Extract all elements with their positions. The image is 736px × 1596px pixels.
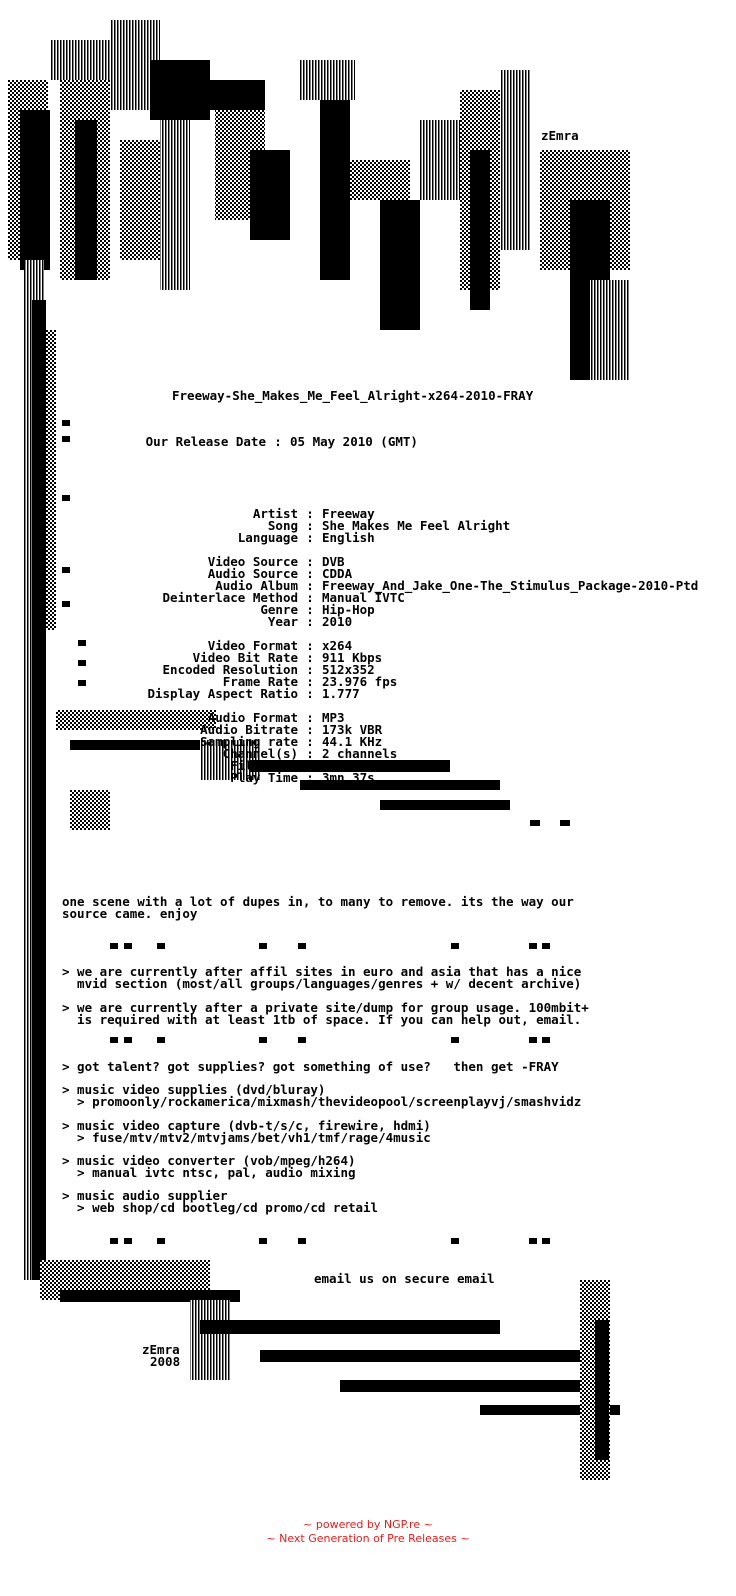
affil-request-2: > we are currently after a private site/dump for group usage. 100mbit+ is required with at least 1tb of space. If you can help out, email. (62, 1000, 589, 1027)
separator: : (274, 434, 282, 449)
separator: : (306, 710, 314, 725)
footer-powered-by: ~ powered by NGP.re ~ (303, 1518, 433, 1531)
footer-tagline: ~ Next Generation of Pre Releases ~ (266, 1532, 470, 1545)
info-label: Deinterlace Method (162, 590, 298, 605)
info-label: Audio Bitrate (200, 722, 298, 737)
info-label: Video Source (207, 554, 298, 569)
info-value: 512x352 (322, 662, 375, 677)
info-row (140, 760, 720, 772)
separator: : (306, 506, 314, 521)
info-value: 173k VBR (322, 722, 383, 737)
info-label: Audio Source (207, 566, 298, 581)
recruit-item-2: > music video capture (dvb-t/s/c, firewire, hdmi) > fuse/mtv/mtv2/mtvjams/bet/vh1/tmf/rage/4music (62, 1118, 431, 1145)
info-label: Encoded Resolution (162, 662, 298, 677)
separator: : (306, 554, 314, 569)
separator: : (306, 734, 314, 749)
signature-bottom-1: zEmra (142, 1342, 180, 1357)
release-date-row (140, 436, 720, 448)
info-value: Hip-Hop (322, 602, 375, 617)
separator: : (306, 590, 314, 605)
info-label: Frame Rate (222, 674, 298, 689)
separator: : (306, 638, 314, 653)
info-value: English (322, 530, 375, 545)
separator: : (306, 686, 314, 701)
info-row (140, 688, 720, 700)
info-label: Channel(s) (222, 746, 298, 761)
signature-bottom-2: 2008 (150, 1354, 181, 1369)
info-row (140, 604, 720, 616)
info-value: 3mn 37s (322, 770, 375, 785)
contact-line: email us on secure email (314, 1271, 495, 1286)
info-label: File Size (230, 758, 298, 773)
bottom-branch-art (40, 1260, 620, 1480)
info-value: Manual IVTC (322, 590, 405, 605)
separator: : (306, 518, 314, 533)
info-label: Audio Format (207, 710, 298, 725)
separator: : (306, 746, 314, 761)
info-value: MP3 (322, 710, 345, 725)
release-notes: one scene with a lot of dupes in, to many to remove. its the way our source came. enjoy (62, 894, 574, 921)
info-label: Song (267, 518, 298, 533)
info-value: 28.21Mb (322, 758, 375, 773)
info-value: DVB (322, 554, 345, 569)
info-label: Audio Album (215, 578, 298, 593)
info-row (140, 520, 720, 532)
info-label: Language (237, 530, 298, 545)
info-label: Artist (252, 506, 298, 521)
separator: : (306, 770, 314, 785)
info-value: 2010 (322, 614, 353, 629)
info-label: Genre (260, 602, 298, 617)
info-value: Freeway_And_Jake_One-The_Stimulus_Package-2010-Ptd (322, 578, 699, 593)
info-row (140, 616, 720, 628)
release-name: Freeway-She_Makes_Me_Feel_Alright-x264-2010-FRAY (172, 388, 534, 403)
separator: : (306, 602, 314, 617)
info-label: Video Format (207, 638, 298, 653)
separator: : (306, 674, 314, 689)
release-info (140, 412, 720, 796)
info-groups (140, 508, 720, 784)
info-value: CDDA (322, 566, 353, 581)
separator: : (306, 758, 314, 773)
separator: : (306, 566, 314, 581)
info-value: She Makes Me Feel Alright (322, 518, 511, 533)
info-value: Freeway (322, 506, 375, 521)
recruit-item-4: > music audio supplier > web shop/cd bootleg/cd promo/cd retail (62, 1188, 379, 1215)
fray-logo-art (8, 20, 630, 380)
info-row (140, 748, 720, 760)
recruit-headline: > got talent? got supplies? got something of use? then get -FRAY (62, 1059, 559, 1074)
info-value: 911 Kbps (322, 650, 383, 665)
separator: : (306, 530, 314, 545)
recruit-item-1: > music video supplies (dvd/bluray) > promoonly/rockamerica/mixmash/thevideopool/screenplayvj/smashvidz (62, 1082, 582, 1109)
separator: : (306, 722, 314, 737)
info-label: Play Time (230, 770, 298, 785)
info-label: Video Bit Rate (192, 650, 298, 665)
separator: : (306, 614, 314, 629)
separator: : (306, 662, 314, 677)
release-date-label: Our Release Date (145, 434, 266, 449)
info-label: Sampling rate (200, 734, 298, 749)
signature-top: zEmra (541, 128, 579, 143)
info-row (140, 592, 720, 604)
recruit-item-3: > music video converter (vob/mpeg/h264) > manual ivtc ntsc, pal, audio mixing (62, 1153, 356, 1180)
info-label: Display Aspect Ratio (147, 686, 298, 701)
info-value: 23.976 fps (322, 674, 398, 689)
separator: : (306, 578, 314, 593)
info-value: x264 (322, 638, 353, 653)
info-row (140, 772, 720, 784)
release-date-value: 05 May 2010 (GMT) (290, 434, 418, 449)
info-value: 2 channels (322, 746, 398, 761)
separator: : (306, 650, 314, 665)
info-label: Year (267, 614, 298, 629)
info-row (140, 532, 720, 544)
info-value: 44.1 KHz (322, 734, 383, 749)
affil-request-1: > we are currently after affil sites in euro and asia that has a nice mvid section (most/all groups/languages/genres + w/ decent archive) (62, 964, 582, 991)
info-value: 1.777 (322, 686, 360, 701)
